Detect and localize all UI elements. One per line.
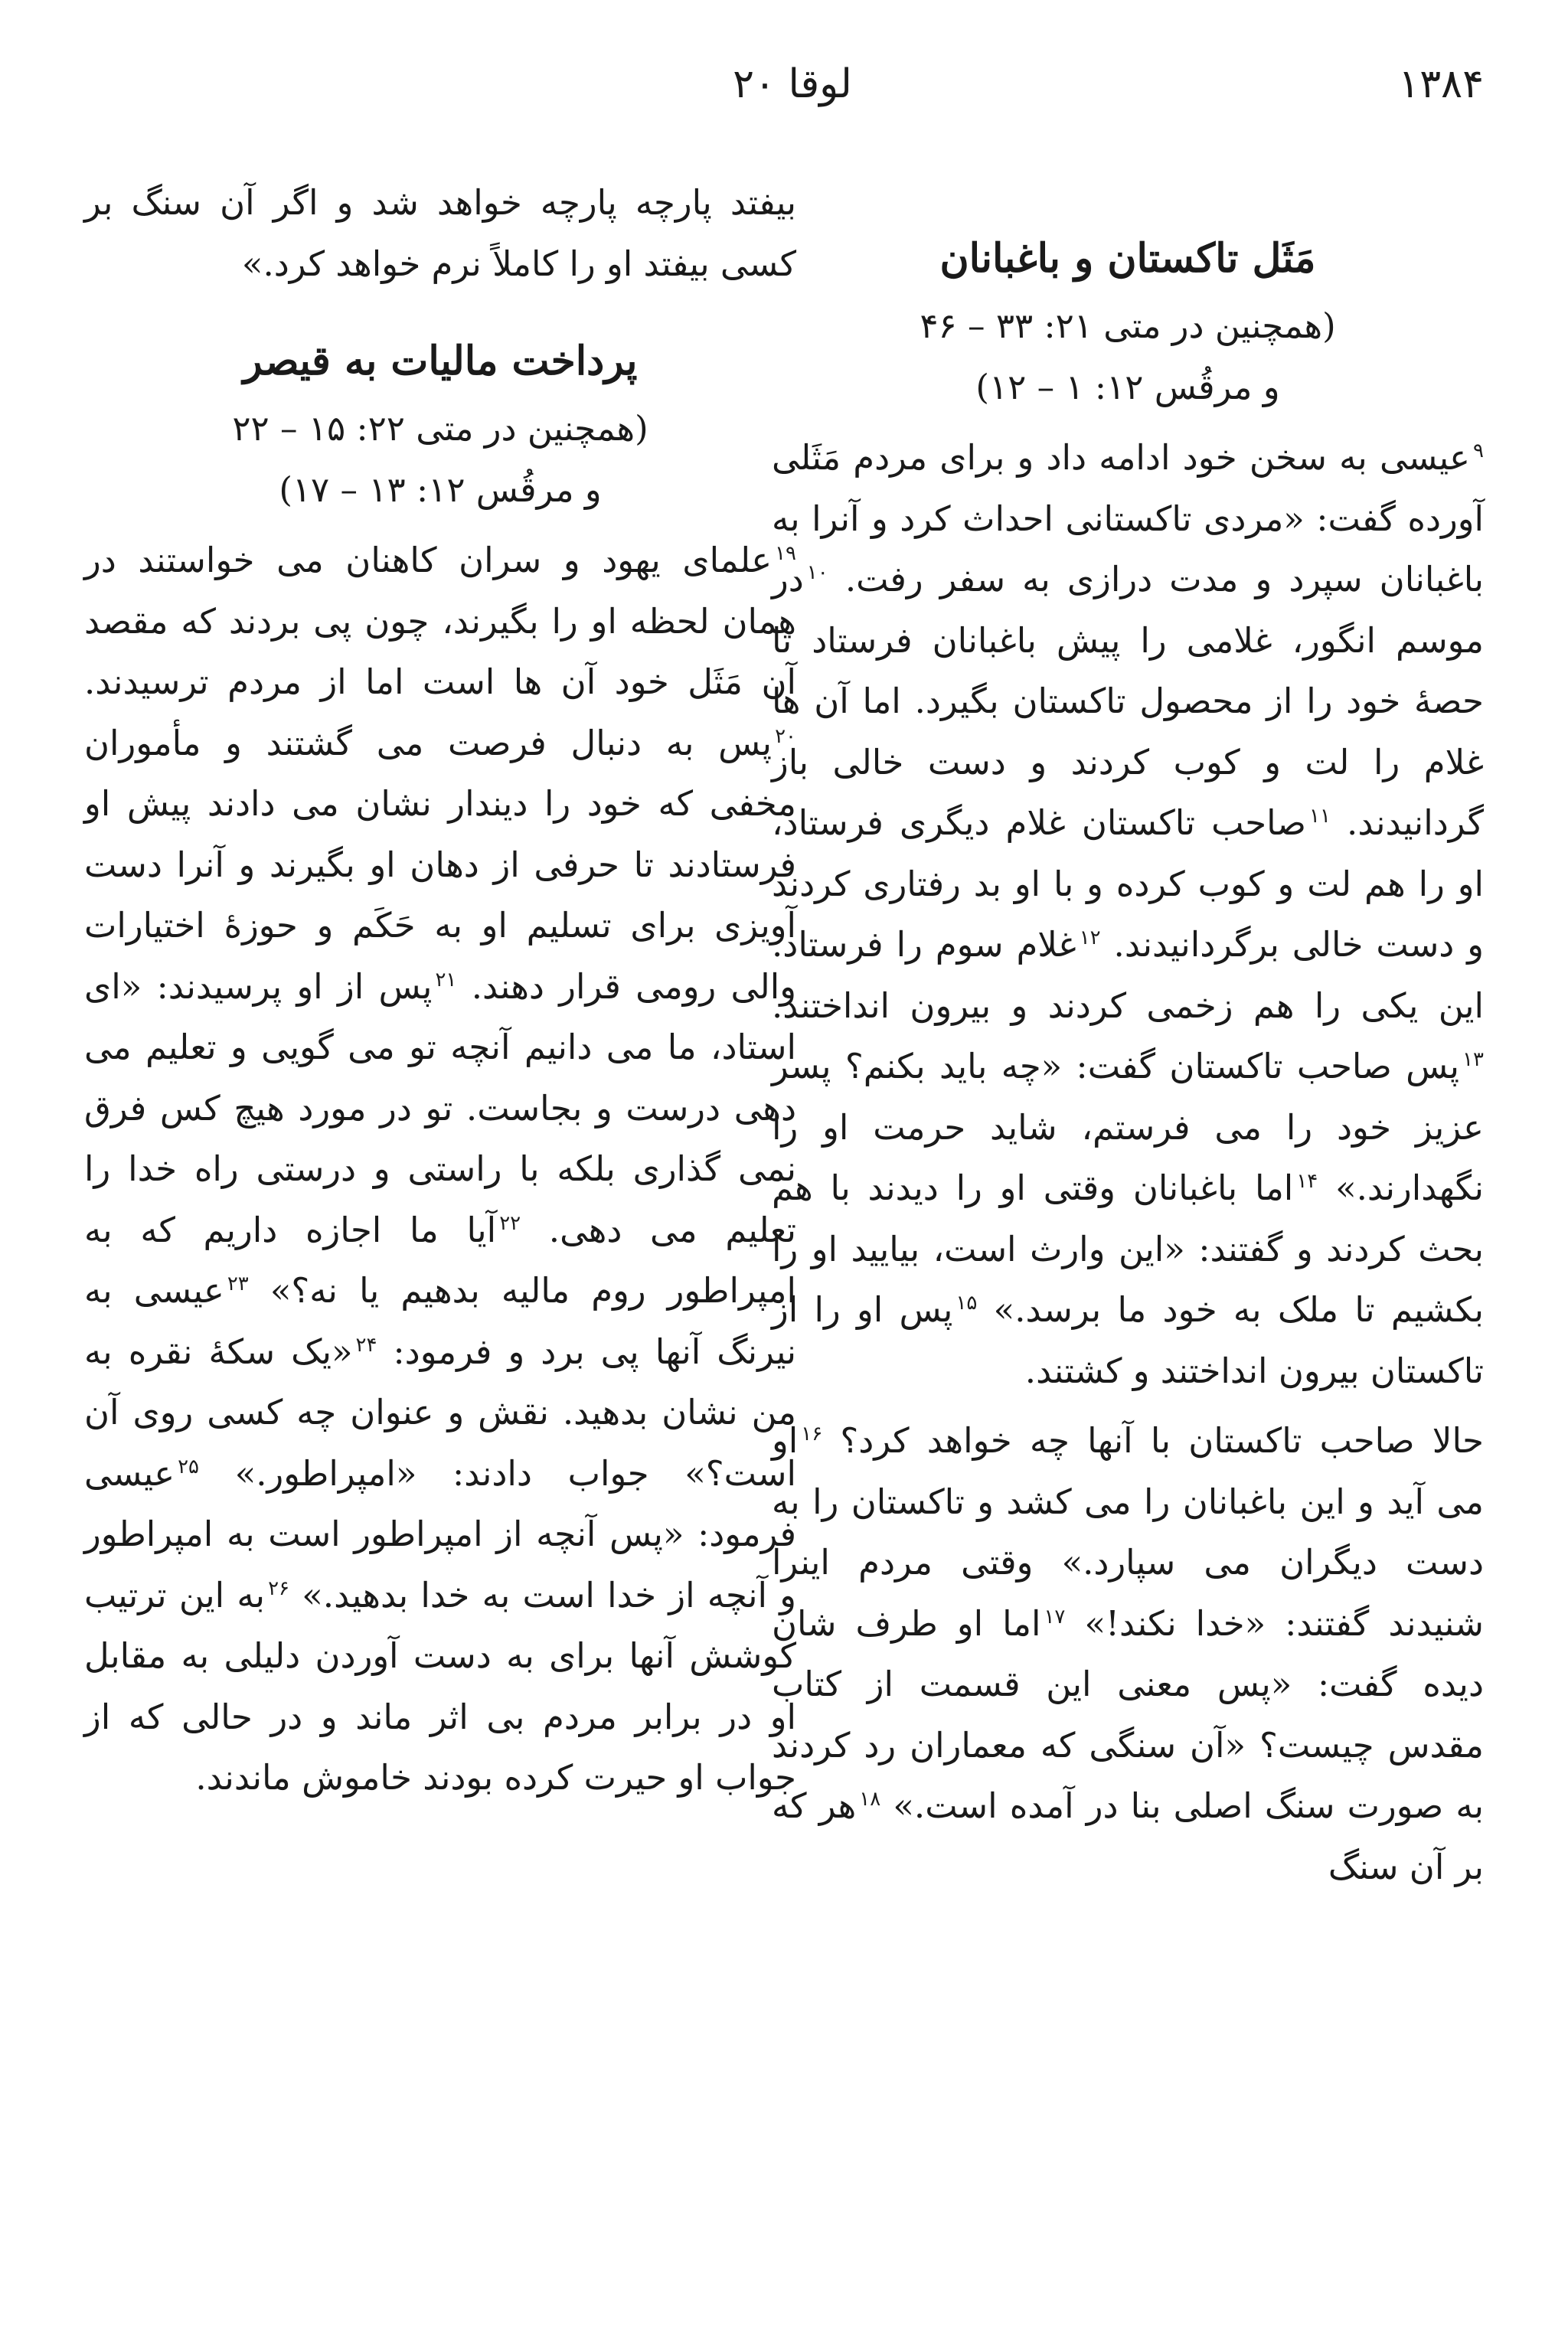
verse-number: ۱۴	[1296, 1170, 1318, 1193]
verse-number: ۲۱	[435, 968, 457, 991]
parallel-reference-line: (همچنین در متی ۲۱: ۳۳ – ۴۶	[920, 305, 1336, 346]
verse-number: ۱۰	[806, 561, 828, 584]
verse-number: ۲۲	[499, 1211, 521, 1235]
page-number: ۱۳۸۴	[1398, 61, 1484, 107]
verse-text: عیسی به سخن خود ادامه داد و برای مردم مَثَلی آورده گفت: «مردی تاکستانی احداث کرد و آنرا به باغبانان سپرد و مدت درازی به سفر رفت.	[772, 437, 1484, 599]
verse-number: ۱۱	[1309, 805, 1331, 828]
verse-text: عیسی به نیرنگ آنها پی برد و فرمود:	[84, 1270, 797, 1372]
verse-number: ۲۶	[268, 1576, 290, 1600]
parallel-reference-line: و مرقُس ۱۲: ۱۳ – ۱۷)	[279, 469, 602, 510]
verse-number: ۱۳	[1462, 1048, 1484, 1071]
verse-text: غلام سوم را فرستاد. این یکی را هم زخمی کردند و بیرون انداختند.	[772, 924, 1484, 1026]
verse-text: پس به دنبال فرصت می گشتند و مأموران مخفی که خود را دیندار نشان می دادند پیش او فرستادند تا حرفی از دهان او بگیرند و آنرا دست آویزی برای تسلیم او به حَکَم و حوزهٔ اختیارات والی رومی قرار دهند.	[84, 722, 796, 1007]
verse-text: «یک سکهٔ نقره به من نشان بدهید. نقش و عنوان چه کسی روی آن است؟» جواب دادند: «امپراطور.»	[84, 1331, 796, 1494]
verse-text: علمای یهود و سران کاهنان می خواستند در همان لحظه او را بگیرند، چون پی بردند که مقصد آن مَثَل خود آن ها است اما از مردم ترسیدند.	[84, 540, 796, 702]
verse-text: صاحب تاکستان غلام دیگری فرستاد، او را هم لت و کوب کرده و با او بد رفتاری کردند و دست خالی برگردانیدند.	[772, 802, 1484, 965]
verse-number: ۱۷	[1044, 1605, 1066, 1628]
verse-text: عیسی فرمود: «پس آنچه از امپراطور است به امپراطور و آنچه از خدا است به خدا بدهید.»	[84, 1452, 796, 1615]
verse-number: ۱۲	[1079, 926, 1101, 949]
parallel-reference-line: و مرقُس ۱۲: ۱ – ۱۲)	[975, 367, 1280, 407]
verse-text: حالا صاحب تاکستان با آنها چه خواهد کرد؟	[840, 1420, 1484, 1461]
verse-number: ۱۹	[775, 542, 796, 565]
verse-number: ۲۰	[775, 724, 796, 748]
book-chapter-heading: لوقا ۲۰	[733, 61, 852, 107]
verse-number: ۲۵	[178, 1455, 200, 1478]
verse-text: آیا ما اجازه داریم که به امپراطور روم مالیه بدهیم یا نه؟»	[84, 1209, 796, 1311]
left-column	[84, 172, 796, 1808]
verse-text: پس او را از تاکستان بیرون انداختند و کشتند.	[772, 1289, 1484, 1391]
verse-number: ۱۸	[859, 1788, 881, 1811]
verse-text: او می آید و این باغبانان را می کشد و تاکستان را به دست دیگران می سپارد.» وقتی مردم اینرا شنیدند گفتند: «خدا نکند!»	[772, 1420, 1484, 1644]
section-title-vineyard-parable: مَثَل تاکستان و باغبانان	[939, 235, 1316, 282]
scripture-paragraph-continuation: بیفتد پارچه پارچه خواهد شد و اگر آن سنگ بر کسی بیفتد او را کاملاً نرم خواهد کرد.»	[84, 182, 796, 284]
verse-text: اما او طرف شان دیده گفت: «پس معنی این قسمت از کتاب مقدس چیست؟ «آن سنگی که معماران رد کردند به صورت سنگ اصلی بنا در آمده است.»	[772, 1602, 1484, 1826]
verse-number: ۲۴	[355, 1333, 377, 1357]
section-title-taxes-to-caesar: پرداخت مالیات به قیصر	[243, 338, 638, 384]
scripture-paragraph	[772, 427, 1484, 1401]
running-header	[0, 61, 1568, 122]
verse-text: پس صاحب تاکستان گفت: «چه باید بکنم؟ پسر عزیز خود را می فرستم، شاید حرمت او را نگهدارند.»	[772, 1046, 1485, 1208]
parallel-reference-line: (همچنین در متی ۲۲: ۱۵ – ۲۲	[232, 408, 648, 449]
verse-text: اما باغبانان وقتی او را دیدند با هم بحث کردند و گفتند: «این وارث است، بیایید او را بکشیم تا ملک به خود ما برسد.»	[772, 1168, 1484, 1330]
verse-text: پس از او پرسیدند: «ای استاد، ما می دانیم آنچه تو می گویی و تعلیم می دهی درست و بجاست. تو در مورد هیچ کس فرق نمی گذاری بلکه با راستی و درستی راه خدا را تعلیم می دهی.	[84, 965, 796, 1250]
verse-number: ۱۵	[956, 1292, 978, 1315]
verse-text: به این ترتیب کوشش آنها برای به دست آوردن دلیلی به مقابل او در برابر مردم بی اثر ماند و در حالی که از جواب او حیرت کرده بودند خاموش ماندند.	[84, 1574, 796, 1798]
verse-number: ۱۶	[801, 1423, 823, 1446]
scripture-paragraph	[84, 530, 796, 1808]
verse-number: ۲۳	[227, 1272, 249, 1295]
verse-text: هر که بر آن سنگ	[772, 1785, 1484, 1887]
scripture-paragraph	[772, 1410, 1484, 1897]
verse-text: در موسم انگور، غلامی را پیش باغبانان فرستاد تا حصهٔ خود را از محصول تاکستان بگیرد. اما آن ها غلام را لت و کوب کردند و دست خالی باز گردانیدند.	[772, 559, 1484, 843]
right-column	[772, 172, 1484, 1897]
verse-number: ۹	[1473, 439, 1484, 462]
